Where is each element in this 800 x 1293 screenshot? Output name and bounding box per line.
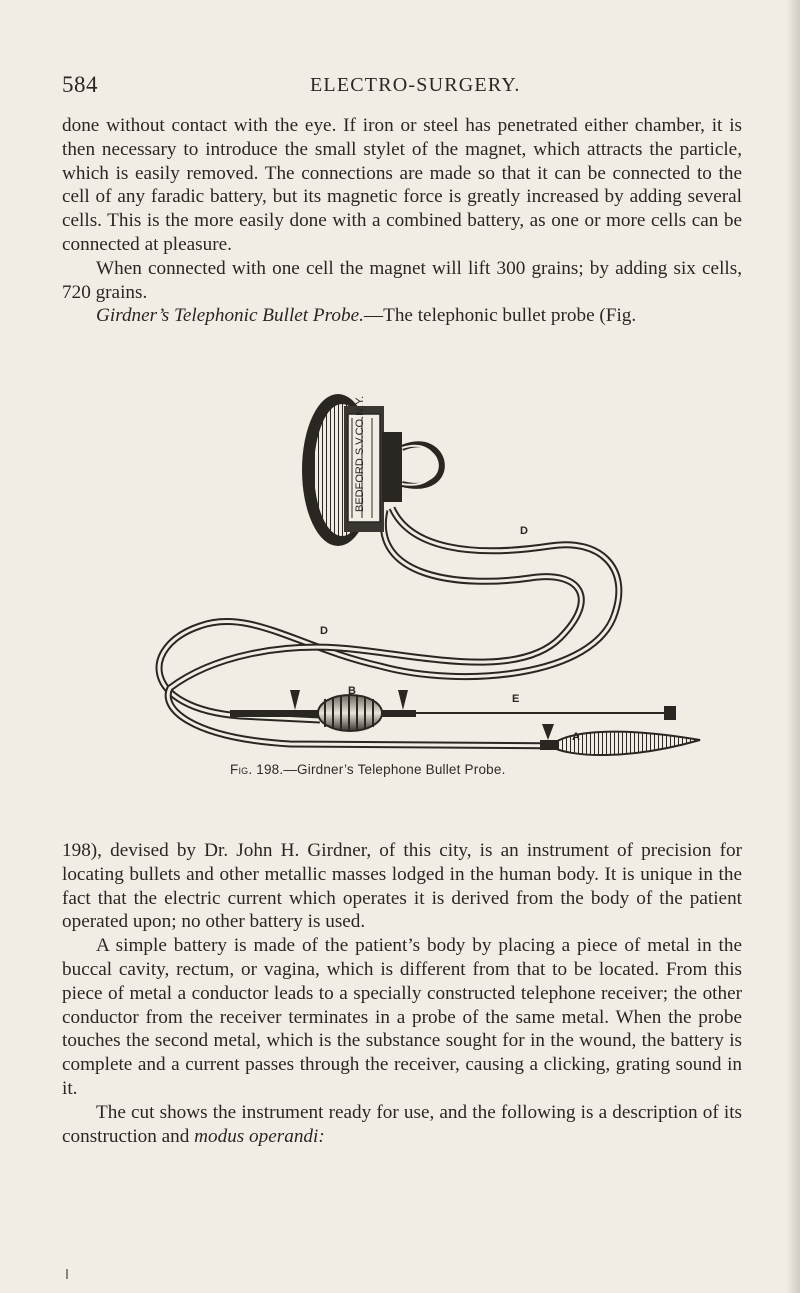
figure-telephone-bullet-probe (130, 388, 710, 760)
modus-operandi: modus operandi: (194, 1125, 325, 1147)
text-block-bottom (62, 839, 742, 1148)
page-edge-shadow (786, 0, 800, 1293)
running-title: ELECTRO-SURGERY. (310, 74, 521, 96)
label-d-upper: D (520, 525, 528, 537)
paragraph-girdner-description: 198), devised by Dr. John H. Girdner, of this city, is an instrument of precision for locating bullets and other metallic masses lodged in the human body. It is unique in the fact that the electric current which operates it is derived from the body of the patient operated upon; no other battery is used. (62, 840, 742, 933)
text-block-top (62, 114, 742, 328)
paragraph-cut-shows (62, 1101, 742, 1149)
telephone-receiver (302, 394, 442, 546)
paragraph-cut-shows-text: The cut shows the instrument ready for use, and the following is a description of its construction and (62, 1101, 742, 1147)
paragraph-simple-battery: A simple battery is made of the patient’s body by placing a piece of metal in the buccal cavity, rectum, or vagina, which is different from that to be located. From this piece of metal a conductor leads to a specially constructed telephone receiver; the other conductor from the receiver terminates in a probe of the same metal. When the probe touches the second metal, which is the substance sought for in the wound, the battery is complete and a current passes through the receiver, causing a clicking, grating sound in it. (62, 935, 742, 1099)
receiver-inscription: BEDFORD S.V.CO.N.Y. (354, 395, 366, 512)
figure-caption (230, 762, 630, 777)
paragraph-probe-heading (62, 304, 742, 328)
caption-fig-label: Fig. (230, 762, 253, 777)
paragraph-probe-intro: —The telephonic bullet probe (Fig. (363, 305, 637, 327)
probe-assembly (230, 690, 676, 731)
label-b: B (348, 685, 356, 697)
probe-handle (540, 724, 700, 755)
paragraph-continuation: done without contact with the eye. If iron or steel has penetrated either chamber, it is then necessary to introduce the small stylet of the magnet, which attracts the particle, which is easily removed. The connections are made so that it can be connected to the cell of any faradic battery, but its magnetic force is greatly increased by adding several cells. This is the more easily done with a combined battery, as one or more cells can be connected at pleasure. (62, 115, 742, 255)
running-head (62, 72, 742, 102)
paragraph-magnet-lift: When connected with one cell the magnet will lift 300 grains; by adding six cells, 720 grains. (62, 257, 742, 303)
print-mark (66, 1269, 68, 1279)
label-e: E (512, 693, 520, 705)
page-number: 584 (62, 72, 98, 97)
label-d-lower: D (320, 625, 328, 637)
section-heading: Girdner’s Telephonic Bullet Probe. (96, 305, 364, 327)
caption-text: 198.—Girdner’s Telephone Bullet Probe. (256, 762, 506, 777)
label-a: A (572, 731, 580, 743)
